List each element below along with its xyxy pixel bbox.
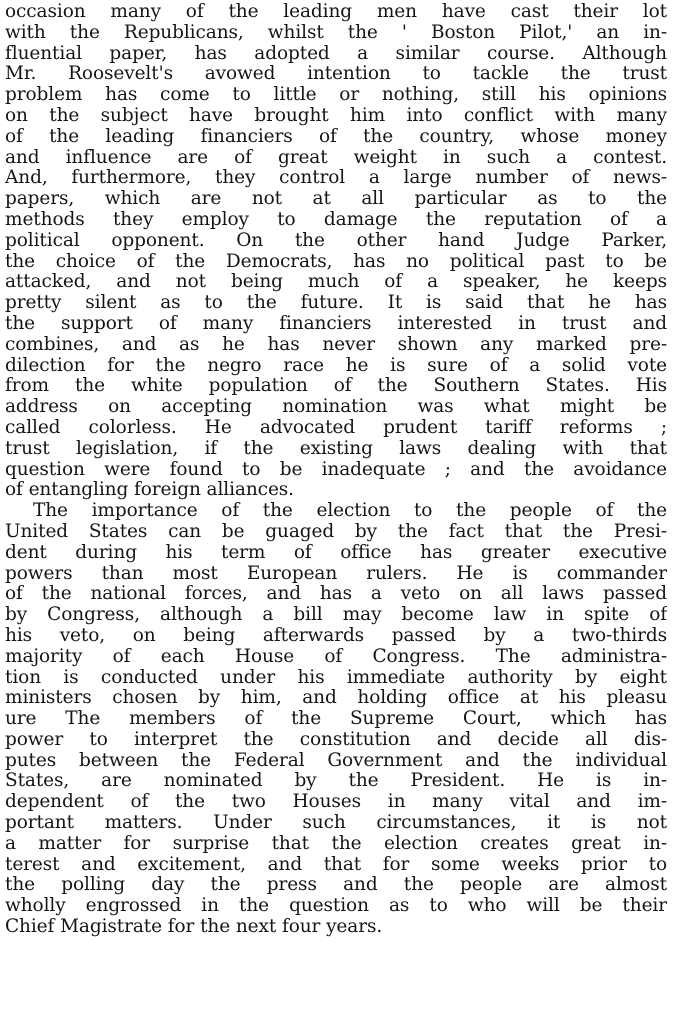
text-line: his veto, on being afterwards passed by a two-thirds bbox=[5, 625, 667, 646]
text-line: from the white population of the Southern States. His bbox=[5, 376, 667, 397]
text-line: combines, and as he has never shown any marked pre- bbox=[5, 334, 667, 355]
text-line: of the leading financiers of the country, whose money bbox=[5, 126, 667, 147]
text-line: on the subject have brought him into conflict with many bbox=[5, 105, 667, 126]
text-line: dilection for the negro race he is sure of a solid vote bbox=[5, 355, 667, 376]
text-line: the polling day the press and the people are almost bbox=[5, 875, 667, 896]
article-column bbox=[5, 2, 667, 938]
text-line: methods they employ to damage the reputation of a bbox=[5, 209, 667, 230]
text-line: attacked, and not being much of a speaker, he keeps bbox=[5, 272, 667, 293]
text-line: tion is conducted under his immediate authority by eight bbox=[5, 667, 667, 688]
text-line: dent during his term of office has greater executive bbox=[5, 542, 667, 563]
paragraph-2 bbox=[5, 501, 667, 938]
text-line: dependent of the two Houses in many vital and im- bbox=[5, 792, 667, 813]
paragraph-1 bbox=[5, 2, 667, 501]
text-line: majority of each House of Congress. The administra- bbox=[5, 646, 667, 667]
text-line: fluential paper, has adopted a similar course. Although bbox=[5, 43, 667, 64]
text-line: the choice of the Democrats, has no political past to be bbox=[5, 251, 667, 272]
text-line: wholly engrossed in the question as to who will be their bbox=[5, 896, 667, 917]
text-line: with the Republicans, whilst the ' Boston Pilot,' an in- bbox=[5, 22, 667, 43]
text-line: problem has come to little or nothing, still his opinions bbox=[5, 85, 667, 106]
text-line: and influence are of great weight in such a contest. bbox=[5, 147, 667, 168]
text-line: political opponent. On the other hand Judge Parker, bbox=[5, 230, 667, 251]
text-line: occasion many of the leading men have cast their lot bbox=[5, 2, 667, 22]
text-line: The importance of the election to the people of the bbox=[33, 501, 667, 522]
text-line: papers, which are not at all particular as to the bbox=[5, 189, 667, 210]
text-line: trust legislation, if the existing laws dealing with that bbox=[5, 438, 667, 459]
text-line: of entangling foreign alliances. bbox=[5, 480, 294, 501]
text-line: ure The members of the Supreme Court, which has bbox=[5, 709, 667, 730]
text-line: called colorless. He advocated prudent tariff reforms ; bbox=[5, 417, 667, 438]
text-line: a matter for surprise that the election creates great in- bbox=[5, 833, 667, 854]
text-line: United States can be guaged by the fact that the Presi- bbox=[5, 521, 667, 542]
text-line: address on accepting nomination was what might be bbox=[5, 397, 667, 418]
text-line: power to interpret the constitution and decide all dis- bbox=[5, 729, 667, 750]
text-line: portant matters. Under such circumstances, it is not bbox=[5, 813, 667, 834]
text-line: the support of many financiers interested in trust and bbox=[5, 313, 667, 334]
text-line: terest and excitement, and that for some weeks prior to bbox=[5, 854, 667, 875]
text-line: powers than most European rulers. He is commander bbox=[5, 563, 667, 584]
text-line: States, are nominated by the President. He is in- bbox=[5, 771, 667, 792]
text-line: question were found to be inadequate ; and the avoidance bbox=[5, 459, 667, 480]
text-line: Mr. Roosevelt's avowed intention to tackle the trust bbox=[5, 64, 667, 85]
text-line: putes between the Federal Government and the individual bbox=[5, 750, 667, 771]
text-line: of the national forces, and has a veto on all laws passed bbox=[5, 584, 667, 605]
text-line: by Congress, although a bill may become law in spite of bbox=[5, 605, 667, 626]
text-line: pretty silent as to the future. It is said that he has bbox=[5, 293, 667, 314]
text-line: And, furthermore, they control a large number of news- bbox=[5, 168, 667, 189]
text-line: Chief Magistrate for the next four years. bbox=[5, 917, 383, 938]
text-line: ministers chosen by him, and holding office at his pleasu bbox=[5, 688, 667, 709]
